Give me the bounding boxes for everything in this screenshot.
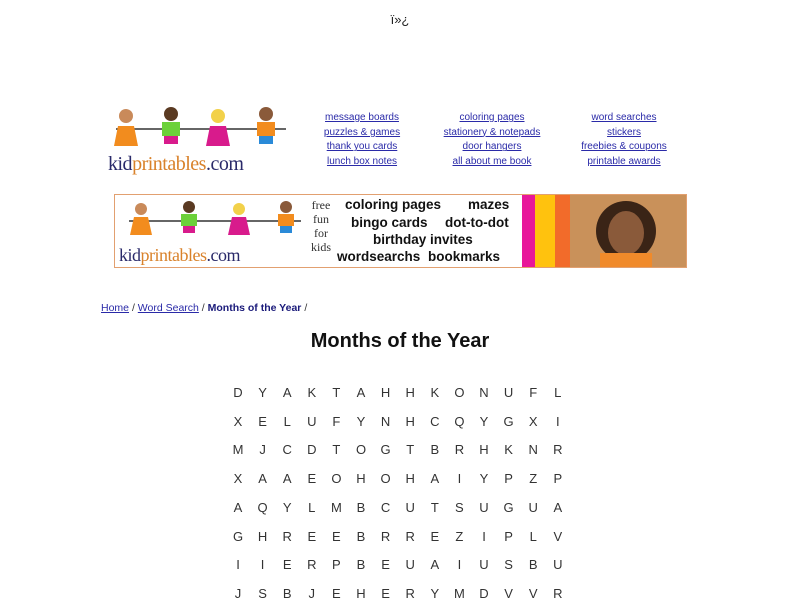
grid-letter: J [308, 585, 316, 601]
grid-letter: R [553, 442, 563, 458]
grid-letter: P [504, 471, 513, 487]
grid-letter: X [233, 413, 243, 429]
grid-letter: E [332, 585, 341, 601]
grid-letter: X [528, 413, 538, 429]
site-logo[interactable] [106, 104, 292, 176]
grid-letter: I [457, 557, 462, 573]
nav-link[interactable]: stickers [607, 126, 641, 138]
breadcrumb [101, 302, 307, 314]
grid-letter: R [282, 528, 292, 544]
nav-link[interactable]: all about me book [452, 156, 532, 168]
banner-item: mazes [468, 197, 510, 212]
nav-link[interactable]: message boards [325, 112, 399, 123]
grid-letter: U [479, 557, 489, 573]
page-title: Months of the Year [310, 330, 490, 352]
grid-letter: T [430, 499, 439, 515]
grid-letter: A [282, 385, 292, 400]
nav-link[interactable]: lunch box notes [326, 156, 398, 168]
grid-letter: G [503, 413, 514, 429]
breadcrumb-separator: / [304, 302, 308, 314]
grid-letter: O [454, 385, 465, 400]
grid-letter: V [528, 585, 538, 601]
grid-letter: K [430, 385, 440, 400]
banner-item: wordsearchs [337, 249, 421, 264]
grid-letter: U [553, 557, 563, 573]
grid-letter: U [528, 499, 538, 515]
grid-letter: Y [282, 499, 292, 515]
grid-letter: K [504, 442, 513, 458]
nav-column-2 [432, 111, 552, 170]
encoding-artifact: ï»¿ [390, 12, 410, 27]
grid-letter: T [406, 442, 415, 458]
grid-letter: I [260, 557, 265, 573]
breadcrumb-word-search[interactable]: Word Search [137, 302, 199, 314]
grid-letter: D [307, 442, 317, 458]
banner-item: birthday invites [373, 232, 473, 247]
banner-item: bookmarks [428, 249, 501, 264]
grid-letter: I [555, 413, 560, 429]
grid-letter: E [282, 557, 292, 573]
stripe-yellow [535, 195, 555, 267]
grid-letter: D [479, 585, 489, 601]
banner-item: bingo cards [351, 215, 428, 230]
grid-letter: Q [257, 499, 268, 515]
grid-letter: S [258, 585, 267, 601]
grid-letter: V [504, 585, 513, 601]
grid-letter: H [405, 413, 415, 429]
grid-letter: R [380, 528, 391, 544]
grid-letter: E [307, 471, 317, 487]
banner-item: coloring pages [345, 197, 442, 212]
surprised-girl-photo [570, 195, 686, 267]
grid-letter: A [553, 499, 563, 515]
nav-link[interactable]: puzzles & games [323, 126, 401, 138]
breadcrumb-current: Months of the Year [207, 302, 302, 314]
grid-letter: P [332, 557, 341, 573]
grid-letter: P [553, 471, 563, 487]
breadcrumb-separator: / [201, 302, 205, 314]
grid-letter: A [258, 471, 267, 487]
grid-letter: X [233, 471, 243, 487]
grid-letter: E [430, 528, 440, 544]
grid-letter: F [332, 413, 341, 429]
grid-letter: C [282, 442, 292, 458]
grid-letter: A [430, 557, 440, 573]
nav-link[interactable]: stationery & notepads [443, 126, 541, 138]
grid-letter: B [356, 557, 366, 573]
grid-letter: R [454, 442, 465, 458]
grid-letter: T [332, 442, 341, 458]
grid-letter: H [479, 442, 489, 458]
grid-letter: N [479, 385, 489, 400]
grid-letter: B [356, 528, 366, 544]
grid-letter: E [258, 413, 267, 429]
grid-letter: Y [479, 471, 489, 487]
grid-letter: U [405, 557, 415, 573]
grid-letter: Y [356, 413, 366, 429]
grid-letter: E [381, 585, 390, 601]
grid-letter: B [430, 442, 440, 458]
grid-letter: E [332, 528, 341, 544]
grid-letter: L [529, 528, 537, 544]
grid-letter: H [356, 471, 366, 487]
nav-link[interactable]: door hangers [462, 141, 522, 153]
grid-letter: I [457, 471, 462, 487]
grid-letter: Z [529, 471, 538, 487]
banner-item: dot-to-dot [445, 215, 509, 230]
grid-letter: G [380, 442, 391, 458]
grid-letter: R [553, 585, 563, 601]
nav-link[interactable]: coloring pages [459, 112, 525, 123]
grid-letter: N [528, 442, 538, 458]
grid-letter: H [257, 528, 268, 544]
grid-letter: A [282, 471, 292, 487]
grid-letter: L [554, 385, 562, 400]
grid-letter: M [330, 499, 342, 515]
grid-letter: Z [455, 528, 464, 544]
grid-letter: O [331, 471, 342, 487]
free-fun-tagline: free fun for kids [311, 198, 332, 254]
grid-letter: S [504, 557, 513, 573]
grid-letter: S [455, 499, 464, 515]
banner-logo-text: kidprintables.com [119, 245, 240, 265]
grid-letter: Q [454, 413, 465, 429]
breadcrumb-separator: / [131, 302, 135, 314]
grid-letter: T [332, 385, 341, 400]
grid-letter: E [381, 557, 390, 573]
grid-letter: U [405, 499, 415, 515]
nav-column-1 [312, 111, 412, 170]
grid-letter: H [405, 471, 415, 487]
grid-letter: Y [258, 385, 267, 400]
nav-column-3 [569, 111, 679, 170]
grid-letter: B [528, 557, 538, 573]
grid-letter: Y [479, 413, 489, 429]
grid-letter: U [503, 385, 514, 400]
grid-letter: C [380, 499, 391, 515]
grid-letter: H [405, 385, 415, 400]
grid-letter: R [405, 528, 415, 544]
grid-letter: A [356, 385, 366, 400]
kids-holding-hands-icon [121, 199, 311, 249]
nav-link[interactable]: printable awards [587, 156, 661, 168]
grid-letter: G [503, 499, 514, 515]
grid-letter: O [355, 442, 367, 458]
grid-letter: A [233, 499, 243, 515]
grid-letter: M [453, 585, 465, 601]
kids-holding-hands-icon [106, 104, 292, 159]
nav-link[interactable]: thank you cards [326, 141, 398, 153]
grid-letter: N [380, 413, 391, 429]
grid-letter: A [430, 471, 440, 487]
grid-letter: Y [430, 585, 440, 601]
grid-letter: M [232, 442, 244, 458]
grid-letter: J [259, 442, 266, 458]
grid-letter: I [236, 557, 240, 573]
grid-letter: R [307, 557, 317, 573]
grid-letter: R [405, 585, 415, 601]
breadcrumb-home[interactable]: Home [101, 302, 130, 314]
promo-banner[interactable] [114, 194, 687, 268]
grid-letter: V [553, 528, 563, 544]
stripe-pink [522, 195, 535, 267]
grid-letter: I [482, 528, 486, 544]
stripe-orange [555, 195, 570, 267]
grid-letter: J [234, 585, 242, 601]
grid-letter: D [233, 385, 243, 400]
logo-text: kidprintables.com [108, 153, 244, 175]
grid-letter: B [356, 499, 366, 515]
grid-letter: P [504, 528, 513, 544]
grid-letter: O [380, 471, 391, 487]
grid-letter: F [529, 385, 538, 400]
grid-letter: L [308, 499, 316, 515]
grid-letter: U [479, 499, 489, 515]
grid-letter: K [307, 385, 317, 400]
grid-letter: H [380, 385, 391, 400]
grid-letter: G [232, 528, 244, 544]
grid-letter: H [356, 585, 366, 601]
nav-link[interactable]: freebies & coupons [581, 141, 667, 153]
grid-letter: L [283, 413, 291, 429]
grid-letter: C [430, 413, 440, 429]
grid-letter: U [307, 413, 317, 429]
grid-letter: B [282, 585, 292, 601]
nav-link[interactable]: word searches [591, 112, 657, 123]
grid-letter: E [307, 528, 317, 544]
